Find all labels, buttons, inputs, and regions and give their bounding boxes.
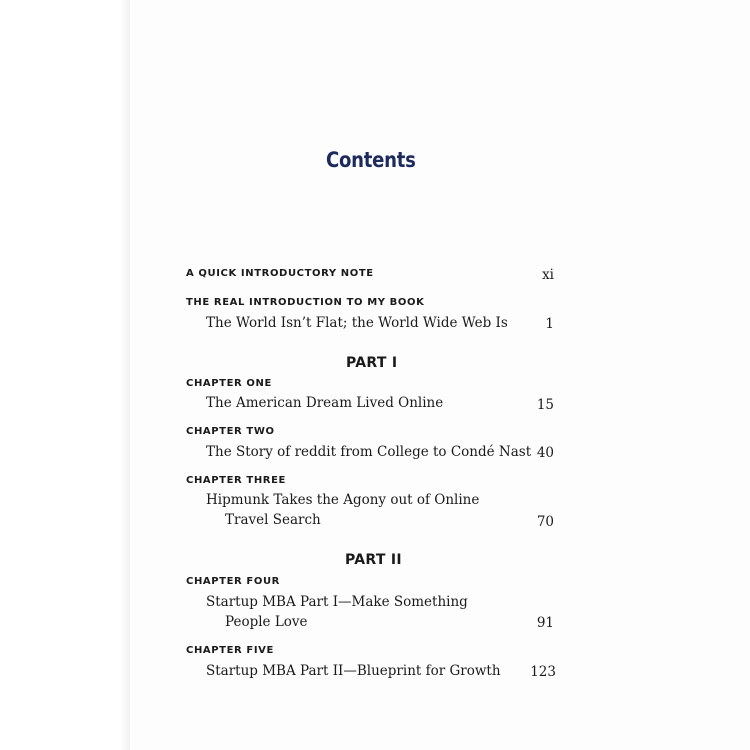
entry-label: CHAPTER TWO: [186, 426, 275, 437]
part-heading: PART I: [346, 355, 398, 371]
part-heading: PART II: [345, 552, 402, 568]
entry-title: Hipmunk Takes the Agony out of Online: [206, 492, 480, 508]
page-number: 70: [536, 514, 554, 530]
entry-label: THE REAL INTRODUCTION TO MY BOOK: [186, 297, 425, 308]
page-number: 123: [530, 664, 556, 680]
page-number: 15: [536, 397, 554, 413]
entry-title-continued: People Love: [225, 614, 308, 630]
entry-title: The American Dream Lived Online: [206, 395, 444, 411]
entry-label: CHAPTER FOUR: [186, 576, 280, 587]
entry-title: Startup MBA Part II—Blueprint for Growth: [206, 663, 501, 679]
entry-label: CHAPTER THREE: [186, 475, 286, 486]
book-page: [130, 0, 750, 750]
page-number: 1: [545, 316, 554, 332]
entry-title: Startup MBA Part I—Make Something: [206, 594, 468, 610]
entry-title-continued: Travel Search: [225, 512, 321, 528]
entry-label: CHAPTER ONE: [186, 378, 272, 389]
entry-title: The Story of reddit from College to Condé Nast: [206, 444, 532, 460]
entry-label: A QUICK INTRODUCTORY NOTE: [186, 268, 374, 279]
entry-label: CHAPTER FIVE: [186, 645, 274, 656]
page-number: xi: [542, 267, 554, 283]
page-title: Contents: [326, 148, 416, 172]
entry-title: The World Isn’t Flat; the World Wide Web Is: [206, 315, 508, 331]
page-number: 40: [536, 445, 554, 461]
page-edge: [0, 0, 130, 750]
page-number: 91: [536, 615, 554, 631]
